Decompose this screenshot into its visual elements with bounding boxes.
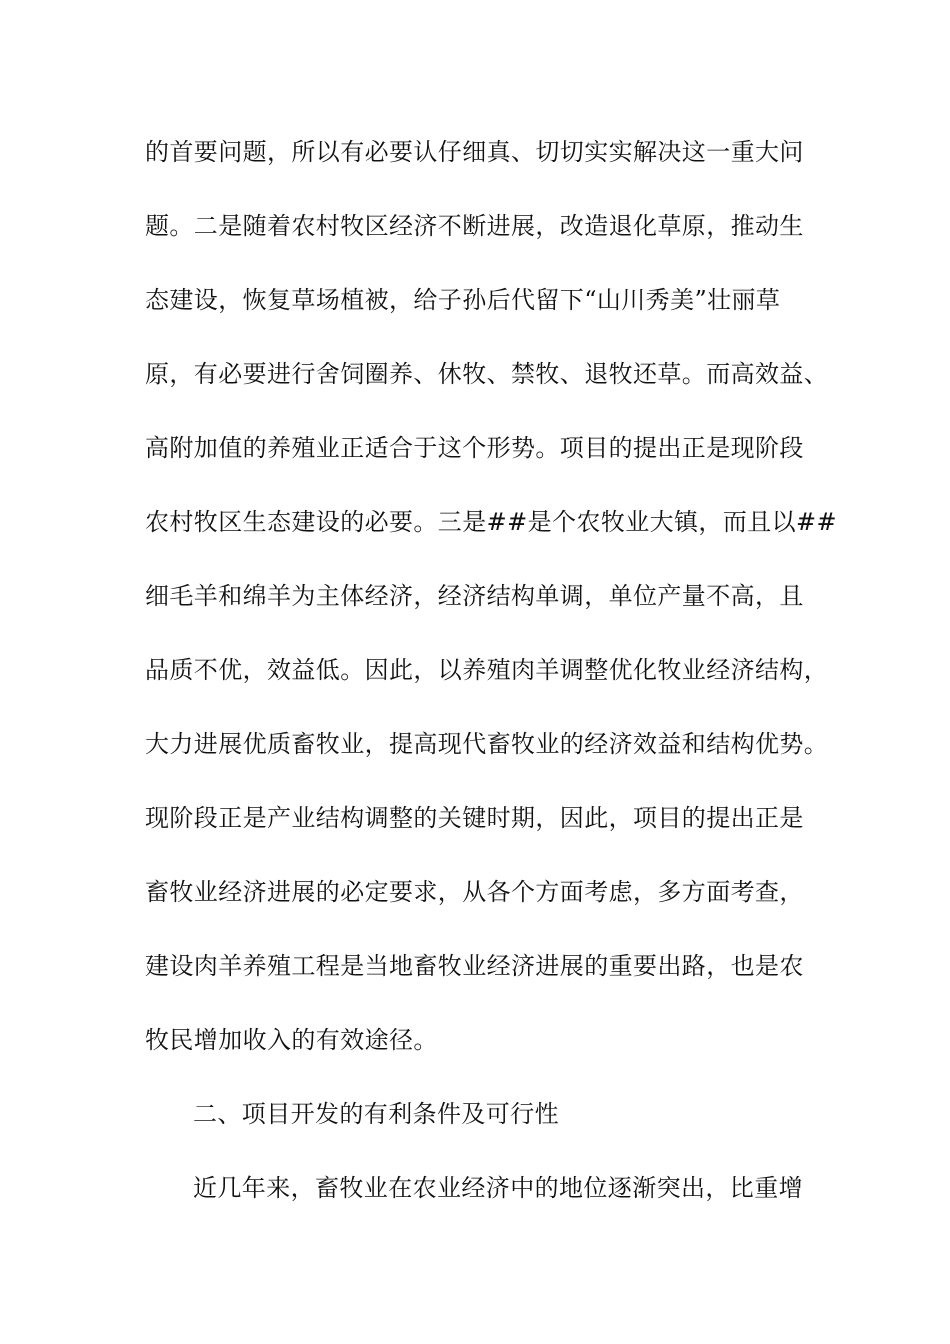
text-line: 高附加值的养殖业正适合于这个形势。项目的提出正是现阶段 — [145, 434, 804, 462]
text-line: 建设肉羊养殖工程是当地畜牧业经济进展的重要出路，也是农 — [145, 952, 804, 980]
text-line: 题。二是随着农村牧区经济不断进展，改造退化草原，推动生 — [145, 212, 804, 240]
text-line: 态建设，恢复草场植被，给子孙后代留下“山川秀美”壮丽草 — [145, 286, 781, 314]
text-line: 现阶段正是产业结构调整的关键时期，因此，项目的提出正是 — [145, 804, 804, 832]
text-line: 农村牧区生态建设的必要。三是##是个农牧业大镇，而且以## — [145, 508, 838, 536]
text-line: 的首要问题，所以有必要认仔细真、切切实实解决这一重大问 — [145, 138, 804, 166]
text-line: 近几年来，畜牧业在农业经济中的地位逐渐突出，比重增 — [193, 1174, 803, 1202]
text-line: 大力进展优质畜牧业，提高现代畜牧业的经济效益和结构优势。 — [145, 730, 829, 758]
text-line: 细毛羊和绵羊为主体经济，经济结构单调，单位产量不高，且 — [145, 582, 804, 610]
text-line: 畜牧业经济进展的必定要求，从各个方面考虑，多方面考查， — [145, 878, 804, 906]
text-line: 品质不优，效益低。因此，以养殖肉羊调整优化牧业经济结构， — [145, 656, 829, 684]
text-line: 原，有必要进行舍饲圈养、休牧、禁牧、退牧还草。而高效益、 — [145, 360, 829, 388]
text-line: 牧民增加收入的有效途径。 — [145, 1026, 438, 1054]
section-heading: 二、项目开发的有利条件及可行性 — [193, 1100, 559, 1128]
